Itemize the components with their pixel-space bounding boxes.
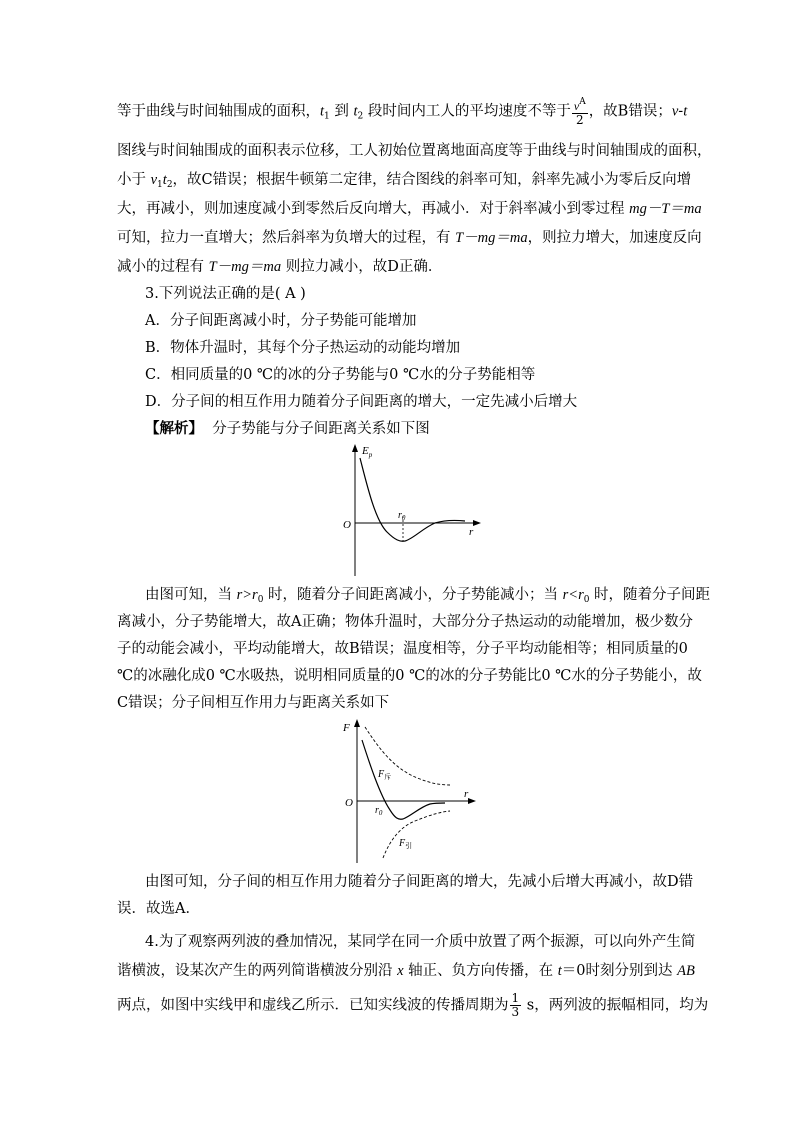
para1-line1 <box>117 96 688 127</box>
question-4-line3 <box>117 991 709 1019</box>
formula: T－mg＝ma <box>208 259 282 275</box>
subscript: 0 <box>583 595 590 605</box>
question-3-stem: 3.下列说法正确的是( A ) <box>145 286 306 302</box>
question-4-line1: 4.为了观察两列波的叠加情况，某同学在同一介质中放置了两个振源，可以向外产生简 <box>145 934 696 950</box>
origin-label: O <box>345 797 353 809</box>
numerator: 1 <box>511 991 520 1005</box>
condition: r<r <box>562 587 584 603</box>
var-v: v <box>573 99 580 113</box>
analysis-line <box>145 419 710 439</box>
f-attractive-label: $F_引$ <box>399 838 413 850</box>
x-label: r <box>469 526 474 538</box>
fraction-vA-over-2 <box>572 96 588 127</box>
para2-line2: 离减小，分子势能增大，故A正确；物体升温时，大部分分子热运动的动能增加，极少数分 <box>117 614 693 630</box>
para1-line2 <box>117 141 712 161</box>
subscript: 2 <box>166 180 173 190</box>
var-t: t <box>557 963 562 979</box>
text: 时，随着分子间距离减小，分子势能减小；当 <box>263 587 563 603</box>
text: 轴正、负方向传播，在 <box>403 963 558 979</box>
dash: - <box>678 103 684 120</box>
para2-line3: 子的动能会减小，平均动能增大，故B错误；温度相等，分子平均动能相等；相同质量的0 <box>117 641 688 657</box>
superscript: A <box>579 97 586 107</box>
subscript: 2 <box>357 111 364 122</box>
subscript: 1 <box>157 180 163 190</box>
para2-line1 <box>145 585 710 610</box>
para3-line1: 由图可知，分子间的相互作用力随着分子间距离的增大，先减小后增大再减小，故D错 <box>145 874 694 890</box>
text: 则拉力减小，故D正确． <box>281 259 443 275</box>
text: ＝0时刻分别到达 <box>561 963 678 979</box>
formula: T－mg＝ma <box>455 230 528 246</box>
para1-line6 <box>117 257 682 277</box>
f-repulsive-label: $F_斥$ <box>378 769 392 781</box>
text: 大，再减小，则加速度减小到零然后反向增大，再减小．对于斜率减小到零过程 <box>117 201 630 217</box>
x-axis-arrow <box>473 520 481 526</box>
y-axis-arrow <box>352 444 358 452</box>
point-b: B <box>686 963 695 979</box>
force-graph <box>335 715 480 867</box>
r0-label: $r_0$ <box>375 805 383 817</box>
ep-curve <box>360 458 465 541</box>
text: ，故C错误；根据牛顿第二定律，结合图线的斜率可知，斜率先减小为零后反向增 <box>172 172 692 188</box>
text: 谐横波，设某次产生的两列简谐横波分别沿 <box>117 963 398 979</box>
var-t: t <box>353 103 358 120</box>
var-t: t <box>320 103 325 120</box>
text: ，则拉力增大，加速度反向 <box>527 230 702 246</box>
text: 时，随着分子间距 <box>589 587 711 603</box>
var-x: x <box>397 963 404 979</box>
para3-line2: 误．故选A． <box>117 901 200 917</box>
var-t: t <box>683 103 688 120</box>
var-v: v <box>671 103 679 120</box>
text: 减小的过程有 <box>117 259 209 275</box>
option-b: B．物体升温时，其每个分子热运动的动能均增加 <box>145 340 461 356</box>
attractive-force-curve <box>383 811 450 858</box>
analysis-tag: 【解析】 <box>145 420 203 437</box>
y-axis-arrow <box>354 719 360 727</box>
para2-line5: C错误；分子间相互作用力与距离关系如下 <box>117 695 390 711</box>
para1-line3 <box>117 170 692 195</box>
para1-line5 <box>117 228 702 248</box>
text: 段时间内工人的平均速度不等于 <box>363 103 571 120</box>
var-t: t <box>162 172 167 188</box>
var-v: v <box>150 172 158 188</box>
subscript: 1 <box>324 111 330 122</box>
question-4-line2 <box>117 961 695 981</box>
origin-label: O <box>343 519 351 531</box>
x-label: r <box>464 788 469 800</box>
text: 图线与时间轴围成的面积表示位移，工人初始位置离地面高度等于曲线与时间轴围成的面积， <box>117 143 712 159</box>
text: 分子势能与分子间距离关系如下图 <box>212 421 430 437</box>
text: 可知，拉力一直增大；然后斜率为负增大的过程，有 <box>117 230 456 246</box>
potential-energy-graph <box>315 440 490 580</box>
y-label: $E_p$ <box>362 445 373 459</box>
text: ，故B错误； <box>588 103 672 120</box>
y-label: F <box>343 722 350 734</box>
point-a: A <box>677 963 686 979</box>
text: s，两列波的振幅相同，均为 <box>522 997 709 1014</box>
fraction-one-third <box>510 992 522 1019</box>
option-a: A．分子间距离减小时，分子势能可能增加 <box>145 313 417 329</box>
text: 两点，如图中实线甲和虚线乙所示．已知实线波的传播周期为 <box>117 997 509 1014</box>
subscript: 0 <box>257 595 264 605</box>
option-d: D．分子间的相互作用力随着分子间距离的增大，一定先减小后增大 <box>145 394 578 410</box>
text: 到 <box>329 103 354 120</box>
r0-label: $r_0$ <box>398 510 406 522</box>
text: 小于 <box>117 172 151 188</box>
denominator: 3 <box>511 1005 520 1019</box>
formula: mg－T＝ma <box>629 201 702 217</box>
x-axis-arrow <box>468 798 476 804</box>
condition: r>r <box>236 587 258 603</box>
option-c: C．相同质量的0 ℃的冰的分子势能与0 ℃水的分子势能相等 <box>145 367 536 383</box>
para2-line4: ℃的冰融化成0 ℃水吸热，说明相同质量的0 ℃的冰的分子势能比0 ℃水的分子势能小，故 <box>117 668 702 684</box>
para1-line4 <box>117 199 702 219</box>
text: 由图可知，当 <box>145 587 237 603</box>
text: 等于曲线与时间轴围成的面积， <box>117 103 320 120</box>
denominator: 2 <box>575 113 584 127</box>
